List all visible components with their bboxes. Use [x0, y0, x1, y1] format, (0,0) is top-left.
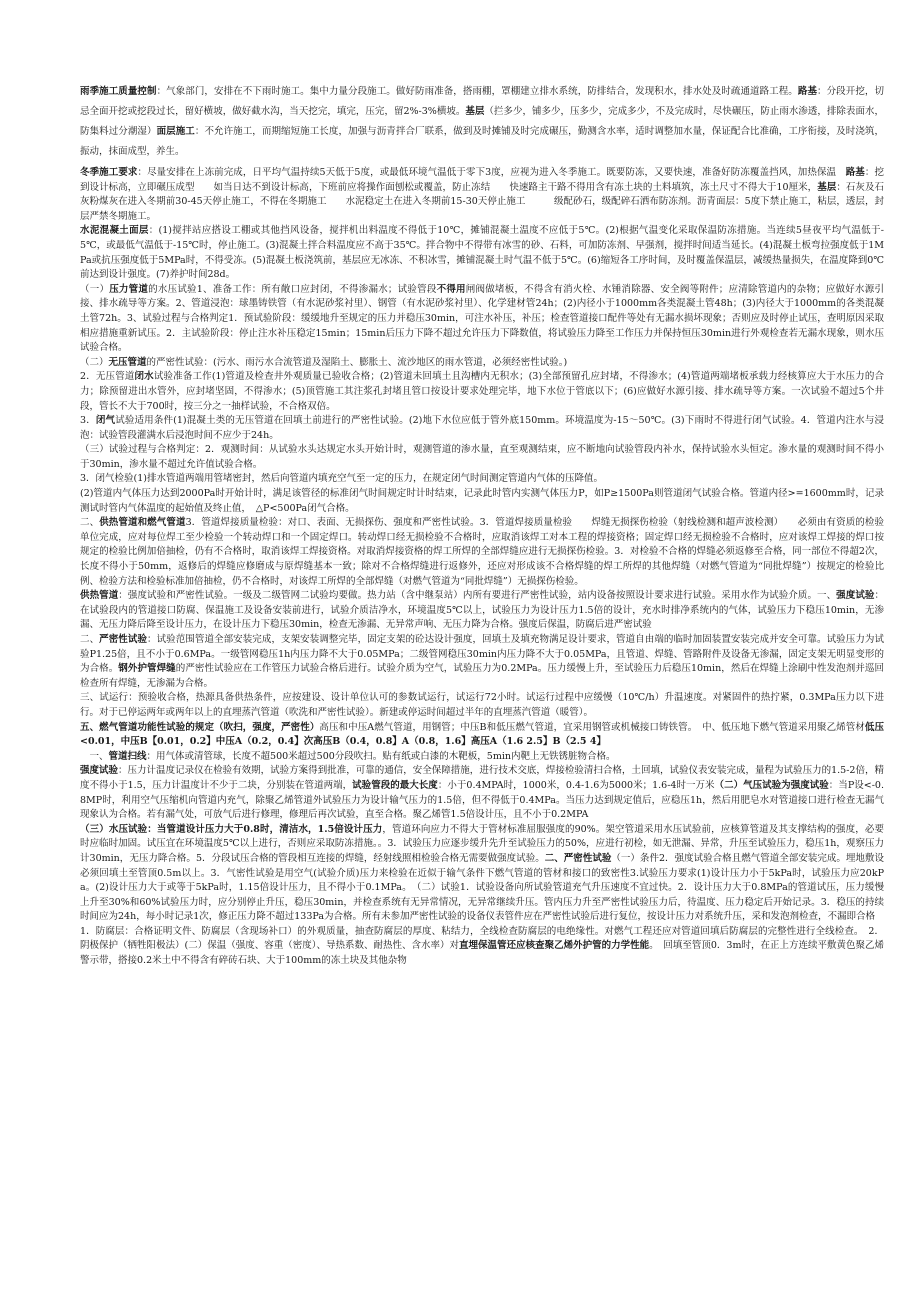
- bold-text: 强度试验: [836, 590, 875, 602]
- body-text: ：石灰及石灰粉煤灰在进入冬期前30-45天停止施工，不得在冬期施工 水泥稳定土在进入冬期前15-30天停止施工 级配砂石，级配碎石洒布防冻剂。沥青面层：5度下禁止施工，粘层，透层，封层严禁冬期施工。: [80, 181, 884, 222]
- bold-text: 基层: [817, 181, 837, 193]
- bold-text: 强度试验: [80, 765, 119, 777]
- body-text: 3．管道焊接质量检验：对口、表面、无损探伤、强度和严密性试验。3．管道焊接质量检验 焊缝无损探伤检验（射线检测和超声波检测） 必须由有资质的检验单位完成，应对每位焊工至少检验一个转动焊口和一个固定焊口。转动焊口经无损检验不合格时，应取消该焊工对本工程的焊接资格；固定焊口经无损检验不合格时，应对该焊工焊接的焊口按规定的检验比例加倍抽检，仍有不合格时，取消该焊工焊接资格。对取消焊接资格的焊工所焊的全部焊缝应进行无损探伤检验。3．对检验不合格的焊缝必须返修至合格，同一部位不得超2次，长度不得小于50mm，返修后的焊缝应修磨成与原焊缝基本一致；除对不合格焊缝进行返修外，还应对形成该不合格焊缝的焊工所焊的其他焊缝（对燃气管道为“同批焊缝”）按规定的检验比例、检验方法和检验标准加倍抽检，仍不合格时，对该焊工所焊的全部焊缝（对燃气管道为“同批焊缝”）无损探伤检验。: [80, 517, 884, 587]
- body-text: 试验准备工作(1)管道及检查井外观质量已验收合格；(2)管道未回填土且沟槽内无积水；(3)全部预留孔应封堵，不得渗水；(4)管道两端堵板承载力经核算应大于水压力的合力；除预留进出水管外，应封堵坚固，不得渗水；(5)顶管施工其注浆孔封堵且管口按设计要求处理完毕，地下水位于管底以下；(6)应做好水源引接、排水疏导等方案。一次试验不超过5个井段，管长不大于700时，按三分之一抽样试验，不合格双倍。: [80, 371, 884, 412]
- body-text: 2．无压管道: [80, 371, 135, 383]
- bold-text: 低压<0.01，中压B【0.01，0.2】中压A（0.2，0.4】次高压B（0.4，0.8】A（0.8，1.6】高压A（1.6 2.5】B（2.5 4】: [80, 721, 884, 748]
- paragraph-closedair: [80, 414, 884, 443]
- paragraph-rain: [80, 82, 884, 162]
- paragraph-closedwater: [80, 370, 884, 414]
- body-text: （一）: [80, 283, 110, 295]
- body-text: 三、试运行：预验收合格，热源具备供热条件，应按建设、设计单位认可的参数试运行，试运行72小时。试运行过程中应缓慢（10℃/h）升温速度。对紧固件的热拧紧，0.3MPa压力以下进行。对于已停运两年或两年以上的直埋蒸汽管道（吹洗和严密性试验）。新建或停运时间超过半年的直埋蒸汽管道（暖管）。: [80, 692, 884, 718]
- body-text: （一）条件2．强度试验合格且燃气管道全部安装完成。埋地敷设必须回填土至管顶0.5m以上。3．气密性试验是用空气(试验介质)压力来检验在近似于输气条件下燃气管道的管材和接口的致密性3.试验压力要求(1)设计压力小于5kPa时，试验压力应20kPa。(2)设计压力大于或等于5kPa时，1.15倍设计压力，且不得小于0.1MPa。 （二）试验1．试验设备向所试验管道充气升压速度不宜过快。2．设计压力大于0.8MPa的管道试压，压力缓慢上升至30%和60%试验压力时，应分别停止升压，稳压30min，并检查系统有无异常情况，无异常继续升压。管内压力升至严密性试验压力后，待温度、压力稳定后开始记录。3．稳压的持续时间应为24h，每小时记录1次，修正压力降不超过133Pa为合格。所有未参加严密性试验的设备仪表管件应在严密性试验后进行复位，按设计压力对系统升压，采和发泡剂检查，不漏即合格: [80, 852, 884, 923]
- bold-text: 管道扫线: [108, 750, 147, 762]
- body-text: ：强度试验和严密性试验。一级及二级管网二试验均要做。热力站（含中继泵站）内所有要进行严密性试验，站内设备按照设计要求进行试验。采用水作为试验介质。一、: [118, 590, 837, 602]
- bold-text: 雨季施工质量控制: [80, 86, 157, 97]
- body-text: ：当P设<-0.8MP时，利用空气压缩机向管道内充气，除聚乙烯管道外试验压力为设计输气压力的1.5倍，但不得低于0.4MPa。当压力达到规定值后，应稳压1h，然后用肥皂水对管道接口进行检查无漏气现象认为合格。若有漏气处，可放气后进行修理，修理后再次试验，直至合格。聚乙烯管1.5倍设计压，且不小于0.2MPA: [80, 779, 884, 821]
- body-text: 高压和中压A燃气管道，用钢管；中压B和低压燃气管道，宜采用钢管或机械接口铸铁管。 中、低压地下燃气管道采用聚乙烯管材: [319, 721, 865, 733]
- body-text: ：在试验段内的管道接口防腐、保温施工及设备安装前进行，试验介质洁净水，环境温度5℃以上，试验压力为设计压力1.5倍的设计，充水时排净系统内的气体，试验压力下稳压10min，无渗漏、无压力降后降至设计压力，在设计压力下稳压30min，检查无渗漏、无异常声响、无压力降为合格。强度后保温，防腐后进严密试验: [80, 590, 884, 631]
- body-text: 的严密性试验应在工作管压力试验合格后进行。试验介质为空气，试验压力为0.2MPa。压力缓慢上升，至试验压力后稳压10min，然后在焊缝上涂刷中性发泡剂并巡回检查所有焊缝，无渗漏为合格。: [80, 663, 884, 689]
- bold-text: 不得用: [436, 283, 466, 295]
- bold-text: 冬季施工要求: [80, 167, 138, 178]
- body-text: 3．: [80, 415, 96, 427]
- body-text: ：挖到设计标高，立即碾压成型 如当日达不到设计标高，下班前应将操作面刨松或覆盖，防止冻结 快速路主干路不得用含有冻土块的土料填筑，冻土尺寸不得大于10厘米，: [80, 167, 884, 193]
- bold-text: （三）水压试验：当管道设计压力大于0.8时，清洁水，1.5倍设计压力: [80, 823, 383, 835]
- bold-text: 严密性试验: [99, 634, 148, 645]
- bold-text: 基层: [465, 106, 485, 117]
- body-text: ：压力计温度记录仪在检验有效期，试验方案得到批准，可靠的通信，安全保障措施，进行技术交底，焊接检验清扫合格，土回填，试验仪表安装完成，量程为试验压力的1.5-2倍，精度不得小于1.5，压力计温度计不少于二块，分别装在管道两端，: [80, 765, 884, 791]
- body-text: ：不允许施工，而期缩短施工长度，加强与沥青拌合厂联系，做到及时摊铺及时完成碾压，勤测含水率，适时调整加水量，保证配合比准确，工序衔接，及时浇筑，振动，抹面成型，养生。: [80, 126, 884, 157]
- body-text: 。 回填至管顶0．3m时，在正上方连续平敷黄色聚乙烯警示带，搭接0.2米土中不得含有碎砖石块、大于100mm的冻土块及其他杂物: [80, 940, 884, 967]
- paragraph-nopressure: [80, 356, 884, 371]
- body-text: 3．闭气检验(1)排水管道两端用管堵密封，然后向管道内填充空气至一定的压力，在规定闭气时间测定管道内气体的压降值。: [80, 473, 604, 485]
- paragraph-judgement: [80, 443, 884, 472]
- bold-text: 供热管道: [80, 590, 119, 602]
- paragraph-waterpress: [80, 823, 884, 925]
- bold-text: 路基: [845, 167, 865, 178]
- body-text: ：(1)搅拌站应搭设工棚或其他挡风设备，搅拌机出料温度不得低于10℃，摊铺混凝土温度不应低于5℃。(2)根据气温变化采取保温防冻措施。当连续5昼夜平均气温低于-5℃，或最低气温低于-15℃时，停止施工。(3)混凝土拌合料温度应不高于35℃。拌合物中不得带有冰雪的砂、石料，可加防冻剂、早强剂，搅拌时间适当延长。(4)混凝土板弯拉强度低于1MPa或抗压强度低于5MPa时，不得受冻。(5)混凝土板浇筑前，基层应无冰冻、不积冰雪，摊铺混凝土时气温不低于5℃。(6)缩短各工序时间，及时覆盖保温层，减缓热量损失，在温度降到0℃前达到设计强度。(7)养护时间28d。: [80, 225, 884, 281]
- bold-text: 五、燃气管道功能性试验的规定（吹扫，强度，严密性）: [80, 721, 320, 733]
- body-text: ：尽量安排在上冻前完成，日平均气温持续5天低于5度，或最低环境气温低于零下3度，应视为进入冬季施工。既要防冻，又要快速，准备好防冻覆盖挡风，加热保温: [137, 167, 846, 178]
- paragraph-pressure: [80, 283, 884, 356]
- bold-text: 压力管道: [109, 283, 149, 295]
- paragraph-airtest: [80, 472, 884, 487]
- bold-text: 二、严密性试验: [544, 852, 612, 864]
- body-text: 的严密性试验：(污水、雨污水合流管道及湿陷土、膨胀土、流沙地区的雨水管道，必须经密性试验。): [146, 356, 568, 368]
- body-text: 1．防腐层：合格证明文件、防腐层（含现场补口）的外观质量，抽查防腐层的厚度、粘结力，全线检查防腐层的电绝缘性。对燃气工程还应对管道回填后防腐层的完整性进行全线检查。 2．阴极保护（牺牲阳极法）(二）保温（强度、容重（密度）、导热系数、耐热性、含水率）对: [80, 925, 884, 952]
- bold-text: 闭气: [95, 415, 116, 427]
- body-text: 一、: [80, 750, 109, 762]
- bold-text: 供热管道和燃气管道: [99, 517, 186, 529]
- bold-text: 无压管道: [108, 356, 147, 368]
- body-text: 二、: [80, 634, 100, 645]
- body-text: （拦多少，铺多少，压多少，完成多少，不及完成时，尽快碾压，防止雨水渗透，排除表面水，防集料过分潮湿）: [80, 106, 884, 137]
- body-text: ，管道环向应力不得大于管材标准屈服强度的90%。架空管道采用水压试验前，应核算管道及其支撑结构的强度，必要时应临时加固。试压宜在环境温度5℃以上进行，否则应采取防冻措施。。3．试验压力应逐步缓升先升至试验压力的50%，应进行初检，如无泄漏、异常，升压至试验压力，稳压1h，观察压力计30min，无压力降合格。5．分段试压合格的管段相互连接的焊缝，经射线照相检验合格无需要做强度试验。: [80, 823, 884, 864]
- paragraph-airtest2: [80, 487, 884, 516]
- paragraph-trial: [80, 691, 884, 720]
- body-text: 闸阀做堵板，不得含有消火栓、水锤消除器、安全阀等附件；应清除管道内的杂物；应做好水源引接、排水疏导等方案。2、管道浸泡：球墨铸铁管（有水泥砂浆衬里）、钢管（有水泥砂浆衬里）、化学建材管24h；(2)内径小于1000mm各类混凝土管48h；(3)内径大于1000mm的各类混凝土管72h。3、试验过程与合格判定1．预试验阶段：缓缓地升至规定的压力并稳压30min，可注水补压，补压；检查管道接口配件等处有无漏水损坏现象；否则应及时停止试压，查明原因采取相应措施重新试压。2．主试验阶段：停止注水补压稳定15min；15min后压力下降不超过允许压力下降数值，将试验压力降至工作压力并保持恒压30min进行外观检查若无漏水现象，则水压试验合格。: [80, 283, 884, 354]
- body-text: ：气象部门，安排在不下雨时施工。集中力量分段施工。做好防雨准备，搭雨棚，罩棚建立排水系统，防排结合，发现积水，排水处及时疏通道路工程。: [156, 86, 798, 97]
- paragraph-anticorr: [80, 925, 884, 969]
- paragraph-strength: [80, 764, 884, 822]
- bold-text: 钢外护管焊缝: [118, 663, 176, 675]
- body-text: 试验适用条件(1)混凝土类的无压管道在回填土前进行的严密性试验。(2)地下水位应低于管外底150mm。环境温度为-15～50℃。(3)下雨时不得进行闭气试验。4．管道内注水与浸泡：试验管段灌满水后浸泡时间不应少于24h。: [80, 415, 884, 441]
- bold-text: 路基: [797, 86, 818, 97]
- bold-text: 面层施工: [156, 126, 195, 137]
- body-text: (2)管道内气体压力达到2000Pa时开始计时，满足该管径的标准闭气时间规定时计时结束，记录此时管内实测气体压力P，如P≥1500Pa则管道闭气试验合格。管道内径>=1600mm时，记录测试时管内气体温度的起始值及终止值， △P<500Pa闭气合格。: [80, 488, 884, 514]
- body-text: （二）: [80, 356, 109, 368]
- paragraph-winter: [80, 166, 884, 224]
- bold-text: 水泥混凝土面层: [80, 225, 149, 237]
- paragraph-concrete: [80, 224, 884, 282]
- paragraph-heatgas: [80, 516, 884, 589]
- body-text: ：用气体或清管球，长度不超500米超过500分段吹扫。贴有纸或白漆的木靶板，5min内靶上无铁锈脏物合格。: [146, 750, 616, 762]
- bold-text: 试验管段的最大长度: [352, 779, 438, 791]
- bold-text: 闭水: [134, 371, 154, 383]
- body-text: 的水压试验1、准备工作：所有敞口应封闭，不得渗漏水；试验管段: [148, 283, 437, 295]
- paragraph-heat: [80, 589, 884, 633]
- bold-text: 直埋保温管还应核查聚乙烯外护管的力学性能: [459, 940, 650, 952]
- body-text: ：试验范围管道全部安装完成，支架安装调整完毕，固定支架的砼达设计强度，回填土及填充物满足设计要求，管道自由端的临时加固装置安装完成并安全可靠。试验压力为试验P1.25倍，且不小于0.6MPa。一级管网稳压1h内压力降不大于0.05MPa；二级管网稳压30min内压力降不大于0.05MPa，且管道、焊缝、管路附件及设备无渗漏，固定支架无明显变形的为合格。: [80, 634, 884, 675]
- body-text: （三）试验过程与合格判定：2．观测时间：从试验水头达规定水头开始计时，观测管道的渗水量，直至观测结束，应不断地向试验管段内补水，保持试验水头恒定。渗水量的观测时间不得小于30min，渗水量不超过允许值试验合格。: [80, 444, 884, 470]
- paragraph-tight: [80, 633, 884, 691]
- paragraph-purge: [80, 750, 884, 765]
- body-text: ：分段开挖，切忌全面开挖或挖段过长，留好横坡，做好截水沟，当天挖完，填完，压完，留2%-3%横坡。: [80, 86, 884, 117]
- body-text: ：小于0.4MPA时，1000米，0.4-1.6为5000米；1.6-4时一万米: [437, 779, 715, 791]
- paragraph-gasfunc: [80, 721, 884, 750]
- bold-text: （二）气压试验为强度试验: [714, 779, 829, 791]
- body-text: 二、: [80, 517, 100, 529]
